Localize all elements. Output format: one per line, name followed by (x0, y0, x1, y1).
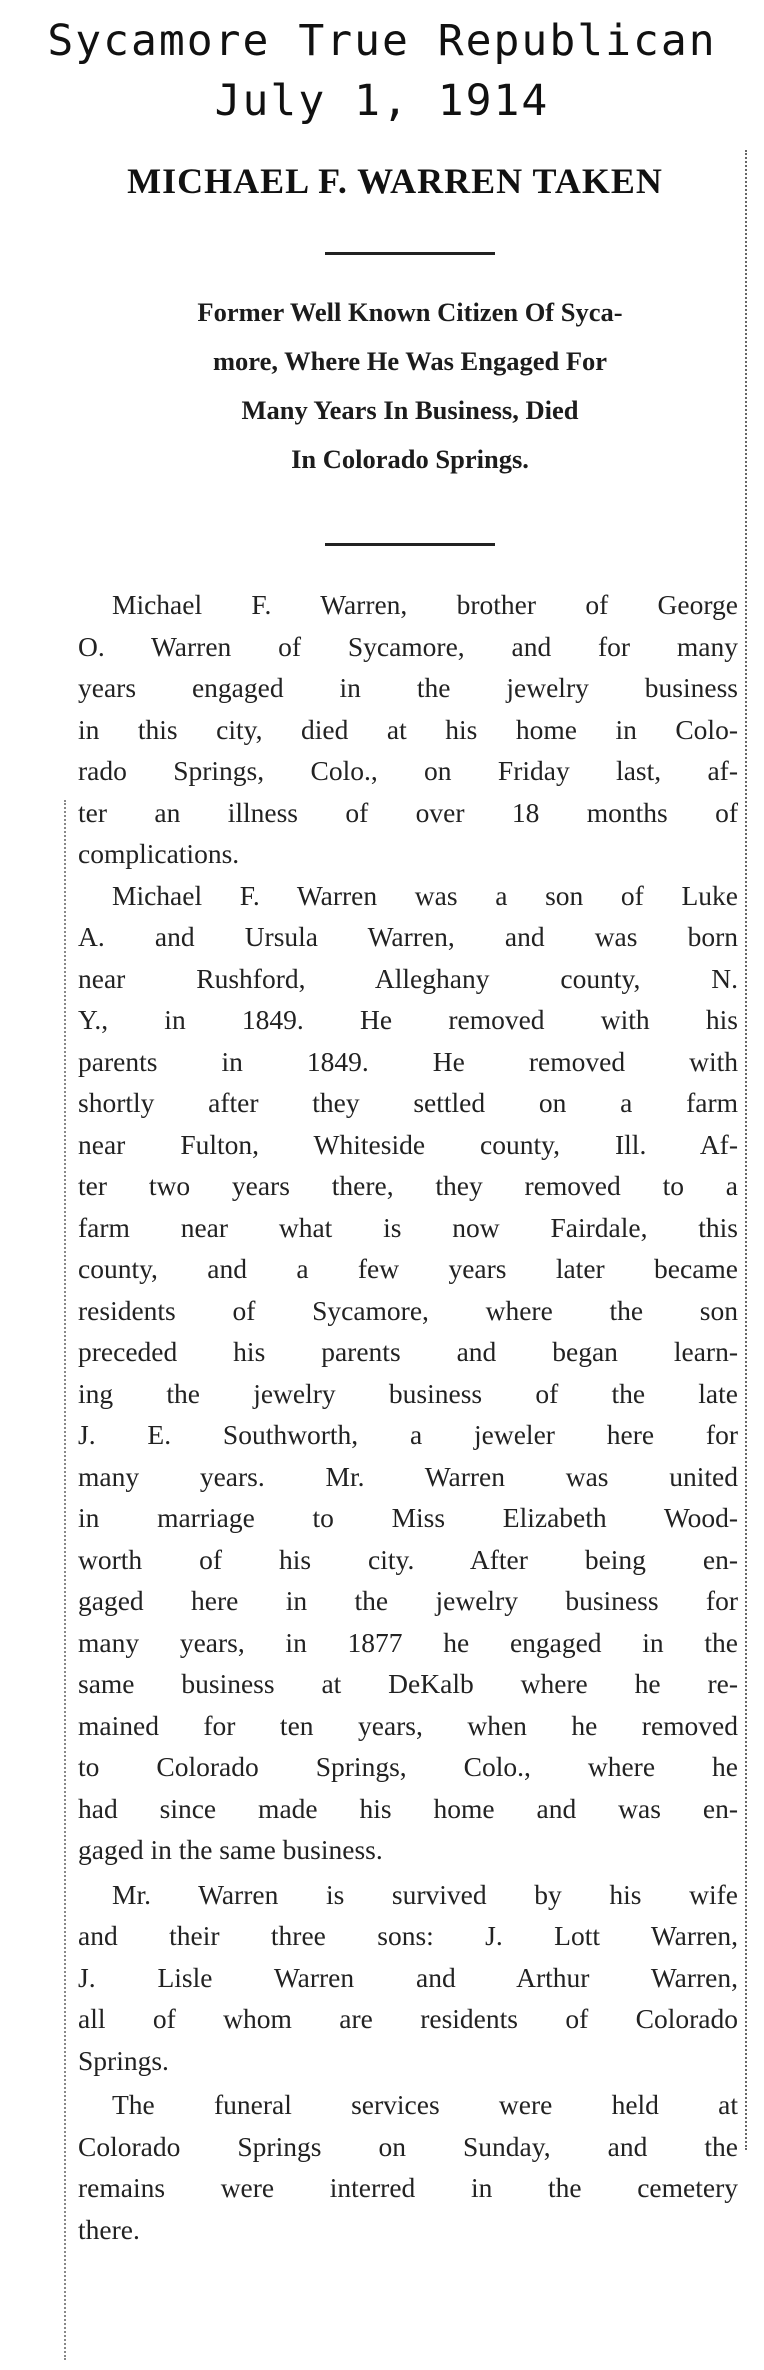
paragraph-2-line: farm near what is now Fairdale, this (78, 1211, 738, 1243)
paragraph-2-line: worth of his city. After being en- (78, 1543, 738, 1575)
paragraph-2-line: county, and a few years later became (78, 1253, 738, 1284)
source-paper-name: Sycamore True Republican (47, 16, 717, 66)
paragraph-2-line: A. and Ursula Warren, and was born (78, 921, 738, 952)
paragraph-2-line: same business at DeKalb where he re- (78, 1668, 738, 1699)
paragraph-4-line: there. (78, 2213, 140, 2245)
paragraph-2-line: near Rushford, Alleghany county, N. (78, 962, 738, 994)
paragraph-2-line: in marriage to Miss Elizabeth Wood- (78, 1502, 738, 1533)
paragraph-2-line: gaged here in the jewelry business for (78, 1585, 738, 1616)
paragraph-2-line: many years. Mr. Warren was united (78, 1460, 738, 1492)
paragraph-1-line: ter an illness of over 18 months of (78, 796, 738, 828)
paragraph-2-line: near Fulton, Whiteside county, Ill. Af- (78, 1128, 738, 1160)
subheadline-line: Former Well Known Citizen Of Syca- (197, 297, 623, 327)
paragraph-2-line: ter two years there, they removed to a (78, 1170, 738, 1201)
subheadline-line: In Colorado Springs. (291, 444, 529, 474)
column-rule-left (64, 800, 66, 2360)
paragraph-1-line: in this city, died at his home in Colo- (78, 713, 738, 745)
paragraph-2-line: mained for ten years, when he removed (78, 1709, 738, 1741)
article-headline: MICHAEL F. WARREN TAKEN (127, 161, 663, 201)
paragraph-1-line: complications. (78, 838, 240, 869)
paragraph-2-line: had since made his home and was en- (78, 1792, 738, 1824)
paragraph-3-line: J. Lisle Warren and Arthur Warren, (78, 1961, 738, 1993)
paragraph-2-line: parents in 1849. He removed with (78, 1045, 738, 1077)
paragraph-1-line: Michael F. Warren, brother of George (112, 589, 738, 620)
paragraph-2-line: to Colorado Springs, Colo., where he (78, 1751, 738, 1782)
subheadline-line: more, Where He Was Engaged For (212, 346, 608, 376)
paragraph-2-line: residents of Sycamore, where the son (78, 1294, 738, 1326)
paragraph-2-line: Y., in 1849. He removed with his (78, 1004, 738, 1035)
paragraph-2-line: shortly after they settled on a farm (78, 1087, 738, 1118)
paragraph-2-line: preceded his parents and began learn- (78, 1336, 738, 1367)
paragraph-3-line: all of whom are residents of Colorado (78, 2003, 738, 2034)
paragraph-3-line: and their three sons: J. Lott Warren, (78, 1920, 738, 1951)
subheadline-line: Many Years In Business, Died (241, 395, 579, 425)
source-date: July 1, 1914 (214, 76, 550, 126)
paragraph-3-line: Mr. Warren is survived by his wife (112, 1878, 738, 1910)
article-body (78, 584, 738, 2250)
paragraph-1-line: rado Springs, Colo., on Friday last, af- (78, 755, 738, 786)
paragraph-2-line: many years, in 1877 he engaged in the (78, 1626, 738, 1658)
paragraph-4-line: remains were interred in the cemetery (78, 2172, 738, 2203)
paragraph-2-line: gaged in the same business. (78, 1834, 383, 1865)
paragraph-4-line: Colorado Springs on Sunday, and the (78, 2130, 738, 2162)
paragraph-1-line: O. Warren of Sycamore, and for many (78, 630, 738, 662)
paragraph-2-line: ing the jewelry business of the late (78, 1377, 738, 1409)
paragraph-2-line: Michael F. Warren was a son of Luke (112, 879, 738, 911)
article-subheadline (70, 288, 750, 484)
paragraph-1-line: years engaged in the jewelry business (78, 672, 738, 703)
paragraph-3-line: Springs. (78, 2044, 169, 2076)
headline-divider (325, 252, 495, 255)
subheadline-divider (325, 543, 495, 546)
paragraph-2-line: J. E. Southworth, a jeweler here for (78, 1419, 738, 1450)
paragraph-4-line: The funeral services were held at (112, 2089, 738, 2120)
